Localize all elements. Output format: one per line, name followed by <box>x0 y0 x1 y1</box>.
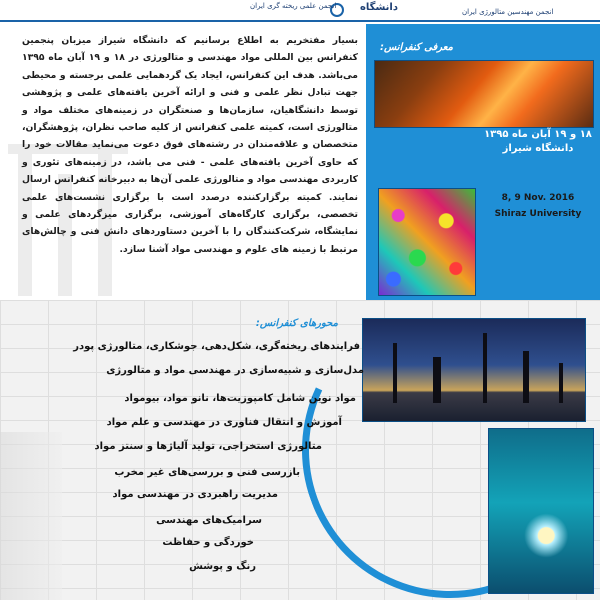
underwater-welding-photo <box>488 428 594 594</box>
topic-item: متالورژی استخراجی، تولید آلیاژها و سنتز مواد <box>94 441 322 452</box>
topic-item: مدل‌سازی و شبیه‌سازی در مهندسی مواد و متالورژی <box>106 365 364 376</box>
topic-item: مواد نوین شامل کامپوزیت‌ها، نانو مواد، بیومواد <box>124 393 356 404</box>
refinery-tower <box>559 363 563 403</box>
event-date-en: 8, 9 Nov. 2016 <box>501 193 575 203</box>
event-venue-fa: دانشگاه شیراز <box>502 143 574 154</box>
event-date-fa-block <box>482 128 594 156</box>
logo-left-text: انجمن علمی ریخته گری ایران <box>250 2 337 10</box>
intro-section-title: معرفی کنفرانس: <box>380 42 453 53</box>
axes-section-title: محورهای کنفرانس: <box>255 318 338 329</box>
topic-item: فرایندهای ریخته‌گری، شکل‌دهی، جوشکاری، متالورژی پودر <box>73 341 360 352</box>
refinery-tower <box>433 357 441 403</box>
topic-item: خوردگی و حفاظت <box>162 537 254 548</box>
refinery-tower <box>523 351 529 403</box>
microstructure-photo <box>378 188 476 296</box>
header-bar <box>0 0 600 22</box>
refinery-tower <box>393 343 397 403</box>
event-date-fa: ۱۸ و ۱۹ آبان ماه ۱۳۹۵ <box>484 129 592 140</box>
event-date-en-block <box>482 190 594 222</box>
refinery-photo <box>362 318 586 422</box>
intro-paragraph: بسیار مفتخریم به اطلاع برسانیم که دانشگاه شیراز میزبان پنجمین کنفرانس بین المللی مواد مهندسی و متالورژی در ۱۸ و ۱۹ آبان ماه ۱۳۹۵ می‌باشد. هدف این کنفرانس، ایجاد یک گردهمایی علمی برجسته و محیطی جهت تبادل نظر علمی و فنی و ارائه آخرین یافته‌های علمی و پژوهشی توسط دانشگاهیان، سازمان‌ها و صنعتگران در زمینه‌های مختلف مواد و متالورژی است، کمیته علمی کنفرانس از کلیه صاحب نظران، پژوهشگران، متخصصان و علاقه‌مندان در رشته‌های فوق دعوت می‌نماید مقالات خود را که حاوی آخرین یافته‌های علمی - فنی می باشد، در زمینه‌های تئوری و کاربردی مهندسی مواد و متالورژی علمی آن‌ها به دبیرخانه کنفرانس ارسال نمایند. کمیته برگزارکننده درصدد است با برگزاری نشست‌های علمی تخصصی، برگزاری کارگاه‌های آموزشی، برگزاری میزگردهای علمی و نمایشگاه، شرکت‌کنندگان را با آخرین دستاوردهای دانش فنی و چالش‌های مرتبط با زمینه های علوم و مهندسی مواد آشنا سازد. <box>22 35 358 255</box>
topic-item: رنگ و پوشش <box>189 561 256 572</box>
molten-metal-photo <box>374 60 594 128</box>
topic-item: مدیریت راهبردی در مهندسی مواد <box>112 489 278 500</box>
refinery-tower <box>483 333 487 403</box>
logo-center-text: دانشگاه <box>360 2 398 13</box>
topic-item: سرامیک‌های مهندسی <box>156 515 262 526</box>
topic-item: بازرسی فنی و بررسی‌های غیر مخرب <box>114 467 300 478</box>
decorative-column <box>0 432 62 600</box>
logo-right-text: انجمن مهندسین متالورژی ایران <box>462 8 554 16</box>
topic-item: آموزش و انتقال فناوری در مهندسی و علم مواد <box>106 417 342 428</box>
event-venue-en: Shiraz University <box>494 209 582 219</box>
intro-section <box>8 24 366 296</box>
